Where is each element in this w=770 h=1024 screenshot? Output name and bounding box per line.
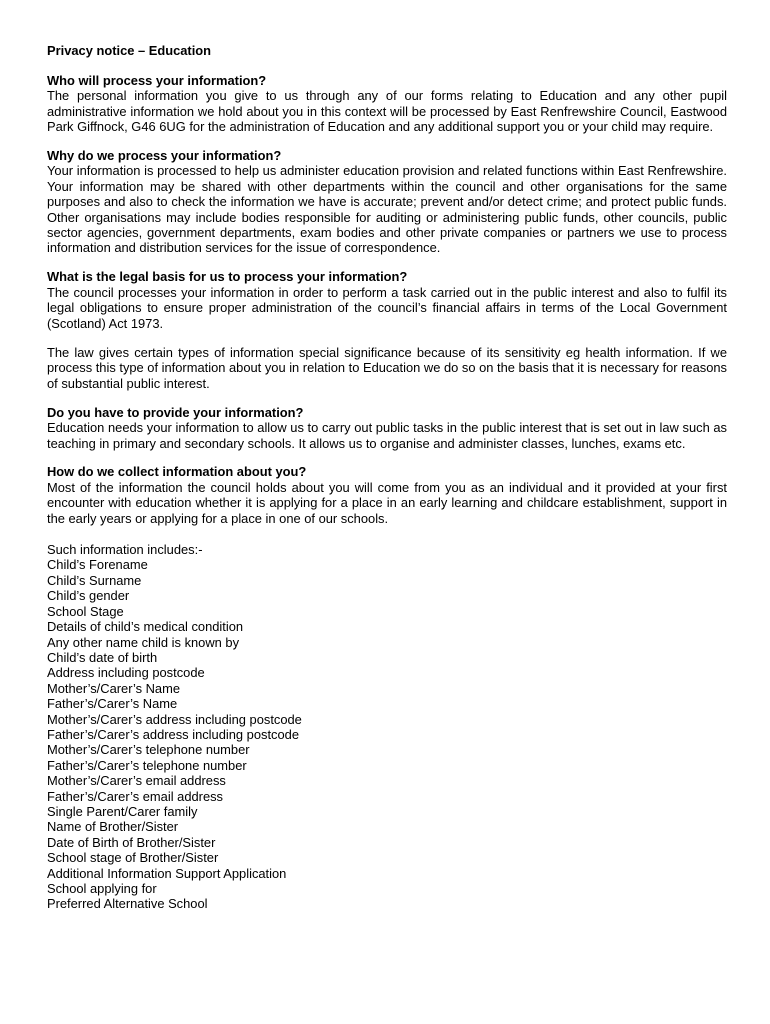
section-heading: Why do we process your information? [47, 148, 282, 164]
list-item: Child’s gender [47, 588, 130, 604]
section-heading: Do you have to provide your information? [47, 404, 304, 420]
list-item: Child’s Surname [47, 572, 142, 588]
list-item: School stage of Brother/Sister [47, 850, 219, 866]
list-item: Name of Brother/Sister [47, 819, 179, 835]
list-item: Date of Birth of Brother/Sister [47, 834, 216, 850]
list-item: Details of child’s medical condition [47, 619, 244, 635]
list-item: Additional Information Support Application [47, 865, 287, 881]
section-paragraph: Your information is processed to help us administer education provision and related functions within East Renfrewshire. Your information may be shared with other departments within the council and other organisations for the same purposes and also to check the information we have is accurate; prevent and/or detect crime; and protect public funds. Other organisations may include bodies responsible for auditing or administering public funds, other councils, public sector agencies, government departments, exam bodies and other private companies or partners we use to process information and distribution services for the issue of correspondence. [47, 163, 727, 256]
document-title: Privacy notice – Education [47, 43, 212, 58]
list-item: Single Parent/Carer family [47, 803, 198, 819]
list-item: Mother’s/Carer’s Name [47, 680, 181, 696]
list-intro: Such information includes:- [47, 542, 203, 558]
section-heading: Who will process your information? [47, 72, 267, 88]
list-item: Mother’s/Carer’s email address [47, 773, 226, 789]
list-item: School applying for [47, 881, 157, 896]
list-item: Mother’s/Carer’s address including postcode [47, 711, 302, 727]
section-paragraph: The law gives certain types of information special significance because of its sensitivity eg health information. If we process this type of information about you in relation to Education we do so on the basis that it is necessary for reasons of substantial public interest. [47, 345, 728, 391]
document-page [47, 43, 727, 912]
list-item: Child’s date of birth [47, 649, 158, 665]
section-heading: How do we collect information about you? [47, 464, 307, 480]
list-item: Father’s/Carer’s address including postcode [47, 726, 299, 742]
section-paragraph: Most of the information the council holds about you will come from you as an individual and it provided at your first encounter with education whether it is applying for a place in an early learning and childcare establishment, support in the early years or applying for a place in one of our schools. [47, 479, 727, 526]
information-items-list [47, 557, 727, 911]
section-paragraph: Education needs your information to allow us to carry out public tasks in the public interest that is set out in law such as teaching in primary and secondary schools. It allows us to organise and administer classes, lunches, exams etc. [47, 420, 727, 451]
list-item: Father’s/Carer’s email address [47, 788, 224, 804]
section-paragraph: The council processes your information in order to perform a task carried out in the public interest and also to fulfil its legal obligations to ensure proper administration of the council’s financial affairs in terms of the Local Government (Scotland) Act 1973. [47, 284, 727, 331]
list-item: Any other name child is known by [47, 634, 240, 650]
list-item: Father’s/Carer’s telephone number [47, 757, 247, 773]
list-item: Child’s Forename [47, 557, 148, 573]
section-heading: What is the legal basis for us to process your information? [47, 269, 408, 285]
list-item: School Stage [47, 603, 124, 619]
section-have-to-provide [47, 405, 727, 451]
section-how-collect [47, 464, 727, 526]
section-legal-basis [47, 269, 727, 391]
section-why-process [47, 148, 727, 256]
section-who-will-process [47, 73, 727, 135]
section-paragraph: The personal information you give to us through any of our forms relating to Education and any other pupil administrative information we hold about you in this context will be processed by East Renfrewshire Council, Eastwood Park Giffnock, G46 6UG for the administration of Education and any additional support you or your child may require. [47, 88, 727, 135]
list-item: Address including postcode [47, 665, 205, 681]
list-item: Father’s/Carer’s Name [47, 696, 178, 712]
list-item: Preferred Alternative School [47, 896, 208, 912]
list-item: Mother’s/Carer’s telephone number [47, 742, 250, 758]
